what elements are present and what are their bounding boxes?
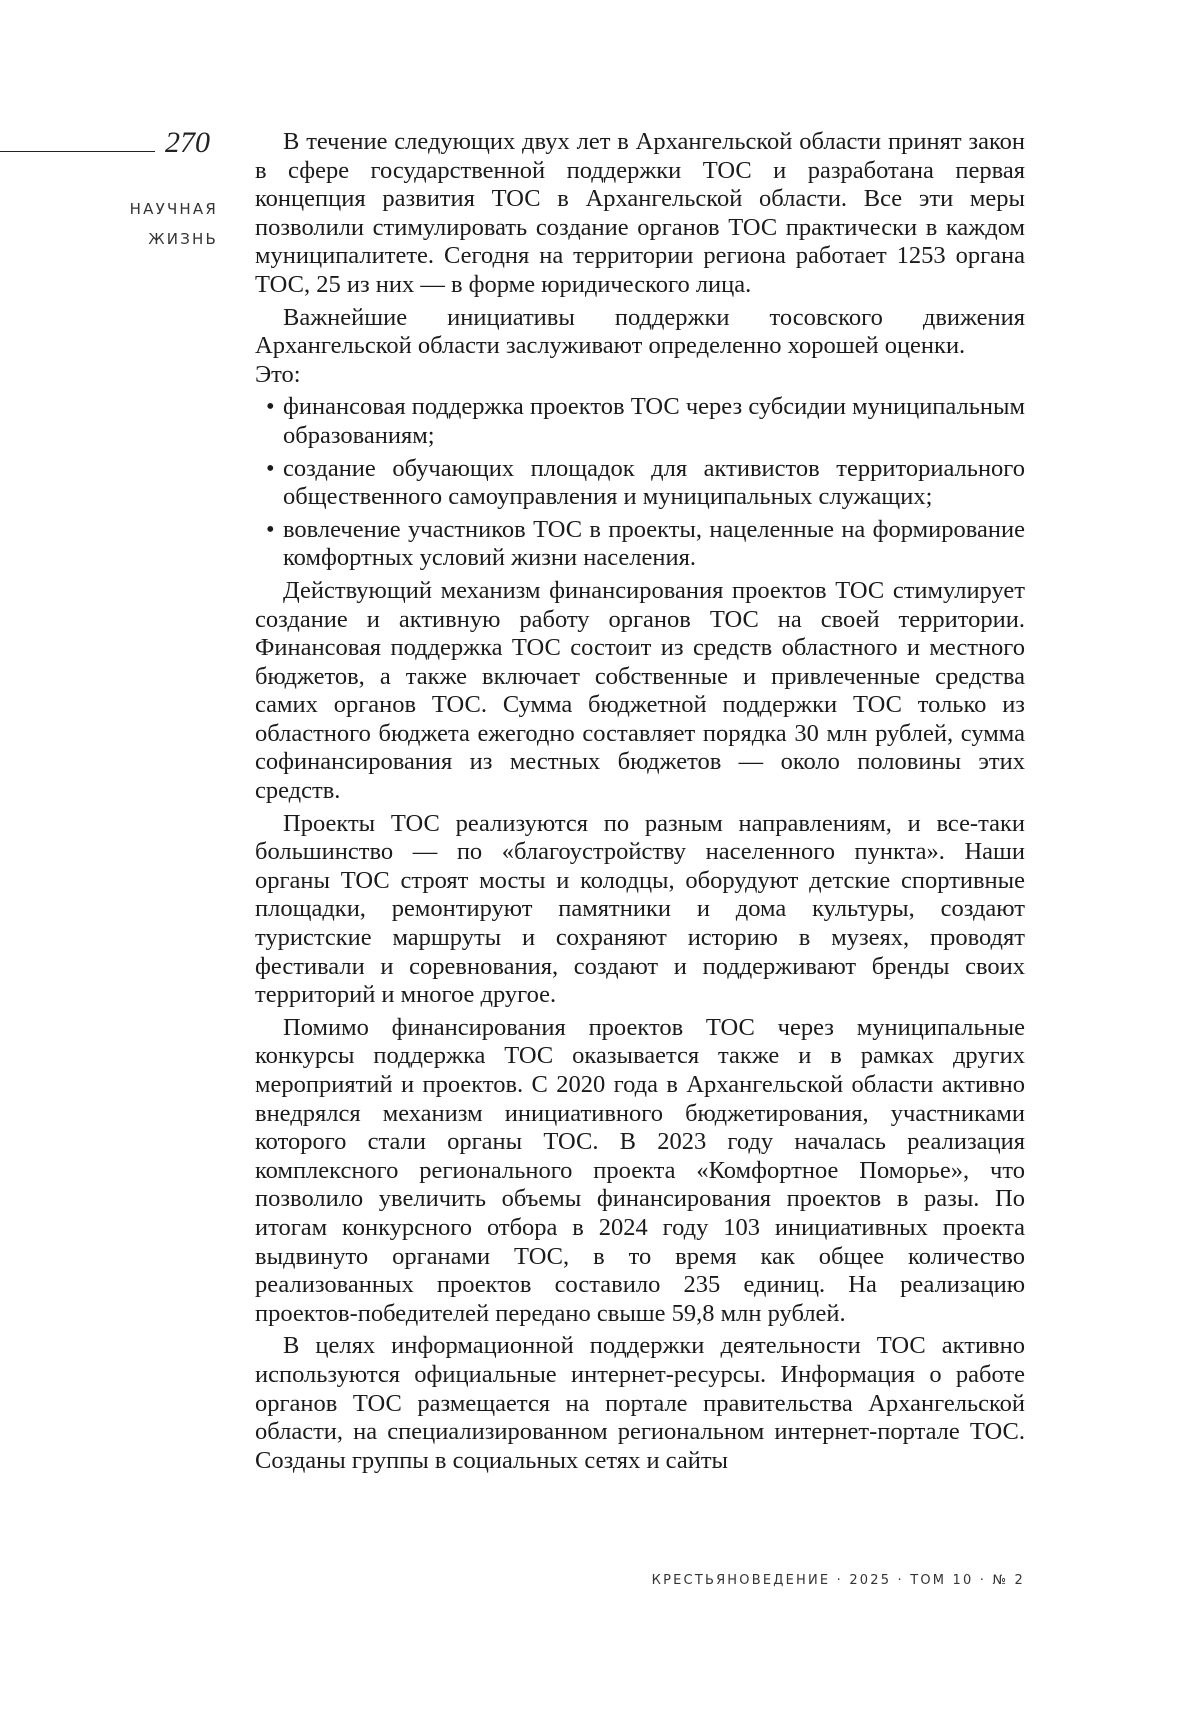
- paragraph: Действующий механизм финансирования проектов ТОС стимулирует создание и активную работу органов ТОС на своей территории. Финансовая поддержка ТОС состоит из средств областного и местного бюджетов, а также включает собственные и привлеченные средства самих органов ТОС. Сумма бюджетной поддержки ТОС только из областного бюджета ежегодно составляет порядка 30 млн рублей, сумма софинансирования из местных бюджетов — около половины этих средств.: [255, 577, 1025, 806]
- list-item-text: вовлечение участников ТОС в проекты, нацеленные на формирование комфортных условий жизни населения.: [283, 516, 1025, 572]
- paragraph: В течение следующих двух лет в Архангельской области принят закон в сфере государственной поддержки ТОС и разработана первая концепция развития ТОС в Архангельской области. Все эти меры позволили стимулировать создание органов ТОС практически в каждом муниципалитете. Сегодня на территории региона работает 1253 органа ТОС, 25 из них — в форме юридического лица.: [255, 128, 1025, 300]
- list-item-text: создание обучающих площадок для активистов территориального общественного самоуправления и муниципальных служащих;: [283, 455, 1025, 511]
- paragraph-lead-in: Это:: [255, 361, 1025, 390]
- section-label-line: ЖИЗНЬ: [118, 224, 218, 254]
- bullet-mark: •: [266, 455, 275, 484]
- article-body: [255, 128, 1025, 1479]
- bullet-mark: •: [266, 516, 275, 545]
- list-item-text: финансовая поддержка проектов ТОС через субсидии муниципальным образованиям;: [283, 393, 1025, 449]
- list-item: [255, 393, 1025, 450]
- paragraph: Проекты ТОС реализуются по разным направлениям, и все-таки большинство — по «благоустройству населенного пункта». Наши органы ТОС строят мосты и колодцы, оборудуют детские спортивные площадки, ремонтируют памятники и дома культуры, создают туристские маршруты и сохраняют историю в музеях, проводят фестивали и соревнования, создают и поддерживают бренды своих территорий и многое другое.: [255, 810, 1025, 1010]
- section-label-line: НАУЧНАЯ: [118, 194, 218, 224]
- list-item: [255, 455, 1025, 512]
- running-footer: КРЕСТЬЯНОВЕДЕНИЕ · 2025 · ТОМ 10 · № 2: [640, 1573, 1025, 1588]
- paragraph: [255, 304, 1025, 361]
- section-label: [118, 194, 218, 254]
- page-number: 270: [165, 126, 210, 160]
- paragraph: Помимо финансирования проектов ТОС через муниципальные конкурсы поддержка ТОС оказывается также и в рамках других мероприятий и проектов. С 2020 года в Архангельской области активно внедрялся механизм инициативного бюджетирования, участниками которого стали органы ТОС. В 2023 году началась реализация комплексного регионального проекта «Комфортное Поморье», что позволило увеличить объемы финансирования проектов в разы. По итогам конкурсного отбора в 2024 году 103 инициативных проекта выдвинуто органами ТОС, в то время как общее количество реализованных проектов составило 235 единиц. На реализацию проектов-победителей передано свыше 59,8 млн рублей.: [255, 1014, 1025, 1329]
- bullet-list: [255, 393, 1025, 573]
- bullet-mark: •: [266, 393, 275, 422]
- paragraph-text: Важнейшие инициативы поддержки тосовского движения Архангельской области заслуживают определенно хорошей оценки.: [255, 304, 1025, 360]
- list-item: [255, 516, 1025, 573]
- paragraph: В целях информационной поддержки деятельности ТОС активно используются официальные интернет-ресурсы. Информация о работе органов ТОС размещается на портале правительства Архангельской области, на специализированном региональном интернет-портале ТОС. Созданы группы в социальных сетях и сайты: [255, 1332, 1025, 1475]
- page-number-rule: [0, 151, 155, 152]
